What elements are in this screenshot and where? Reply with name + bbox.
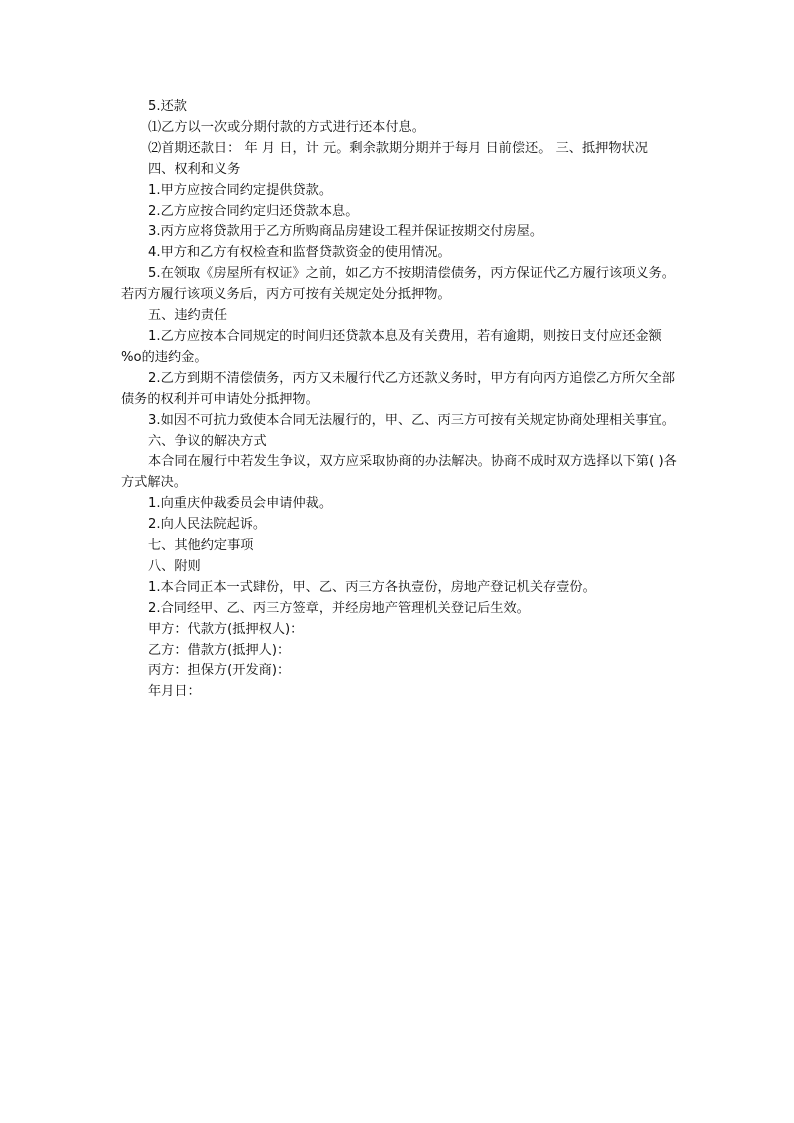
dispute-clause: 本合同在履行中若发生争议，双方应采取协商的办法解决。协商不成时双方选择以下第( )各方式解决。	[121, 454, 677, 491]
annex-clause-1: 1.本合同正本一式肆份，甲、乙、丙三方各执壹份，房地产登记机关存壹份。	[148, 579, 596, 595]
liability-clause-2: 2.乙方到期不清偿债务，丙方又未履行代乙方还款义务时，甲方有向丙方追偿乙方所欠全部债务的权利并可申请处分抵押物。	[121, 370, 675, 407]
section-heading-liability: 五、违约责任	[148, 308, 228, 324]
rights-clause-3: 3.丙方应将贷款用于乙方所购商品房建设工程并保证按期交付房屋。	[148, 224, 544, 240]
rights-clause-1: 1.甲方应按合同约定提供贷款。	[148, 182, 333, 198]
signature-party-a: 甲方：代款方(抵押权人)：	[148, 621, 304, 637]
annex-clause-2: 2.合同经甲、乙、丙三方签章，并经房地产管理机关登记后生效。	[148, 600, 530, 616]
rights-clause-5: 5.在领取《房屋所有权证》之前，如乙方不按期清偿债务，丙方保证代乙方履行该项义务。若丙方履行该项义务后，丙方可按有关规定处分抵押物。	[121, 266, 675, 303]
section-heading-other: 七、其他约定事项	[148, 538, 254, 554]
dispute-option-2: 2.向人民法院起诉。	[148, 517, 267, 533]
liability-clause-1: 1.乙方应按本合同规定的时间归还贷款本息及有关费用，若有逾期，则按日支付应还金额 %o的违约金。	[121, 328, 662, 365]
section-heading-annex: 八、附则	[148, 558, 201, 574]
rights-clause-2: 2.乙方应按合同约定归还贷款本息。	[148, 203, 359, 219]
dispute-option-1: 1.向重庆仲裁委员会申请仲裁。	[148, 496, 333, 512]
repayment-clause-1: ⑴乙方以一次或分期付款的方式进行还本付息。	[148, 119, 425, 135]
liability-clause-3: 3.如因不可抗力致使本合同无法履行的，甲、乙、丙三方可按有关规定协商处理相关事宜。	[148, 412, 675, 428]
rights-clause-4: 4.甲方和乙方有权检查和监督贷款资金的使用情况。	[148, 245, 451, 261]
signature-date: 年月日：	[148, 684, 201, 700]
section-heading-dispute: 六、争议的解决方式	[148, 433, 267, 449]
document-body	[121, 97, 677, 703]
repayment-clause-2: ⑵首期还款日： 年 月 日，计 元。剩余款期分期并于每月 日前偿还。 三、抵押物状况	[148, 140, 648, 156]
section-heading-repayment: 5.还款	[148, 99, 187, 114]
signature-party-c: 丙方：担保方(开发商)：	[148, 663, 291, 679]
section-heading-rights-duties: 四、权利和义务	[148, 161, 241, 177]
signature-party-b: 乙方：借款方(抵押人)：	[148, 642, 291, 658]
